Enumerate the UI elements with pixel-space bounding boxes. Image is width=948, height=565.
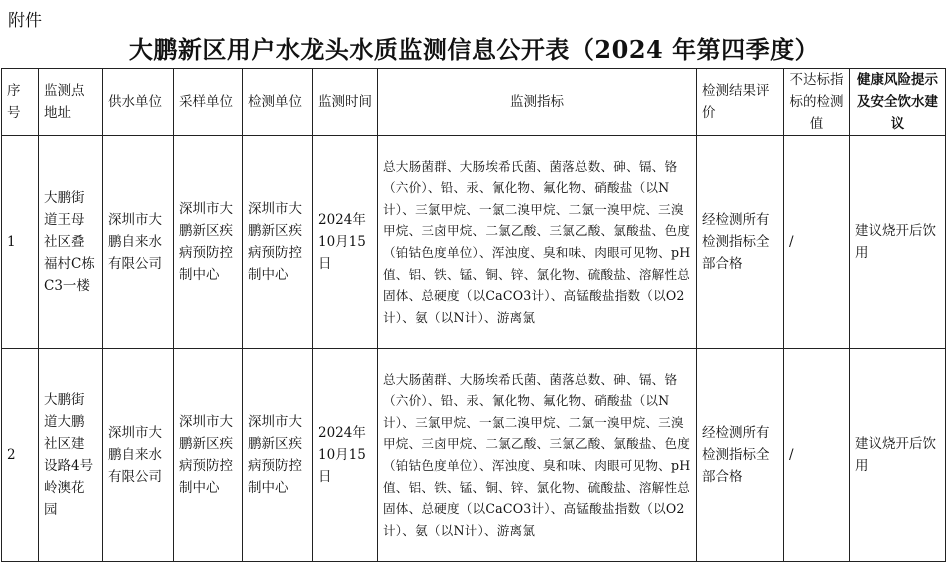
header-indicators: 监测指标 (378, 69, 697, 136)
row-tester: 深圳市大鹏新区疾病预防控制中心 (243, 349, 313, 562)
row-health-advice: 建议烧开后饮用 (850, 136, 946, 349)
row-sampler: 深圳市大鹏新区疾病预防控制中心 (174, 349, 243, 562)
header-tester: 检测单位 (243, 69, 313, 136)
row-supplier: 深圳市大鹏自来水有限公司 (103, 349, 174, 562)
header-time: 监测时间 (313, 69, 378, 136)
table-header-row (2, 69, 946, 136)
row-result: 经检测所有检测指标全部合格 (697, 136, 784, 349)
row-failed-values: / (784, 136, 850, 349)
header-supplier: 供水单位 (103, 69, 174, 136)
header-result: 检测结果评价 (697, 69, 784, 136)
table-row (2, 136, 946, 349)
table-row (2, 349, 946, 562)
row-location: 大鹏街道王母社区叠福村C栋C3一楼 (39, 136, 103, 349)
water-quality-table (1, 68, 946, 562)
attachment-label: 附件 (8, 11, 42, 31)
header-sampler: 采样单位 (174, 69, 243, 136)
row-failed-values: / (784, 349, 850, 562)
row-sampler: 深圳市大鹏新区疾病预防控制中心 (174, 136, 243, 349)
page-title: 大鹏新区用户水龙头水质监测信息公开表（2024 年第四季度） (128, 35, 820, 64)
header-no: 序号 (2, 69, 39, 136)
header-location: 监测点地址 (39, 69, 103, 136)
row-result: 经检测所有检测指标全部合格 (697, 349, 784, 562)
row-no: 2 (2, 349, 39, 562)
row-location: 大鹏街道大鹏社区建设路4号岭澳花园 (39, 349, 103, 562)
row-indicators: 总大肠菌群、大肠埃希氏菌、菌落总数、砷、镉、铬（六价）、铅、汞、氰化物、氟化物、硝酸盐（以N计）、三氯甲烷、一氯二溴甲烷、二氯一溴甲烷、三溴甲烷、三卤甲烷、二氯乙酸、三氯乙酸、氯酸盐、色度（铂钴色度单位）、浑浊度、臭和味、肉眼可见物、pH值、铝、铁、锰、铜、锌、氯化物、硫酸盐、溶解性总固体、总硬度（以CaCO3计）、高锰酸盐指数（以O2计）、氨（以N计）、游离氯 (378, 136, 697, 349)
row-time: 2024年10月15日 (313, 349, 378, 562)
row-indicators: 总大肠菌群、大肠埃希氏菌、菌落总数、砷、镉、铬（六价）、铅、汞、氰化物、氟化物、硝酸盐（以N计）、三氯甲烷、一氯二溴甲烷、二氯一溴甲烷、三溴甲烷、三卤甲烷、二氯乙酸、三氯乙酸、氯酸盐、色度（铂钴色度单位）、浑浊度、臭和味、肉眼可见物、pH值、铝、铁、锰、铜、锌、氯化物、硫酸盐、溶解性总固体、总硬度（以CaCO3计）、高锰酸盐指数（以O2计）、氨（以N计）、游离氯 (378, 349, 697, 562)
row-time: 2024年10月15日 (313, 136, 378, 349)
header-failed-values: 不达标指标的检测值 (784, 69, 850, 136)
row-no: 1 (2, 136, 39, 349)
row-supplier: 深圳市大鹏自来水有限公司 (103, 136, 174, 349)
row-health-advice: 建议烧开后饮用 (850, 349, 946, 562)
row-tester: 深圳市大鹏新区疾病预防控制中心 (243, 136, 313, 349)
header-health-advice: 健康风险提示及安全饮水建议 (850, 69, 946, 136)
